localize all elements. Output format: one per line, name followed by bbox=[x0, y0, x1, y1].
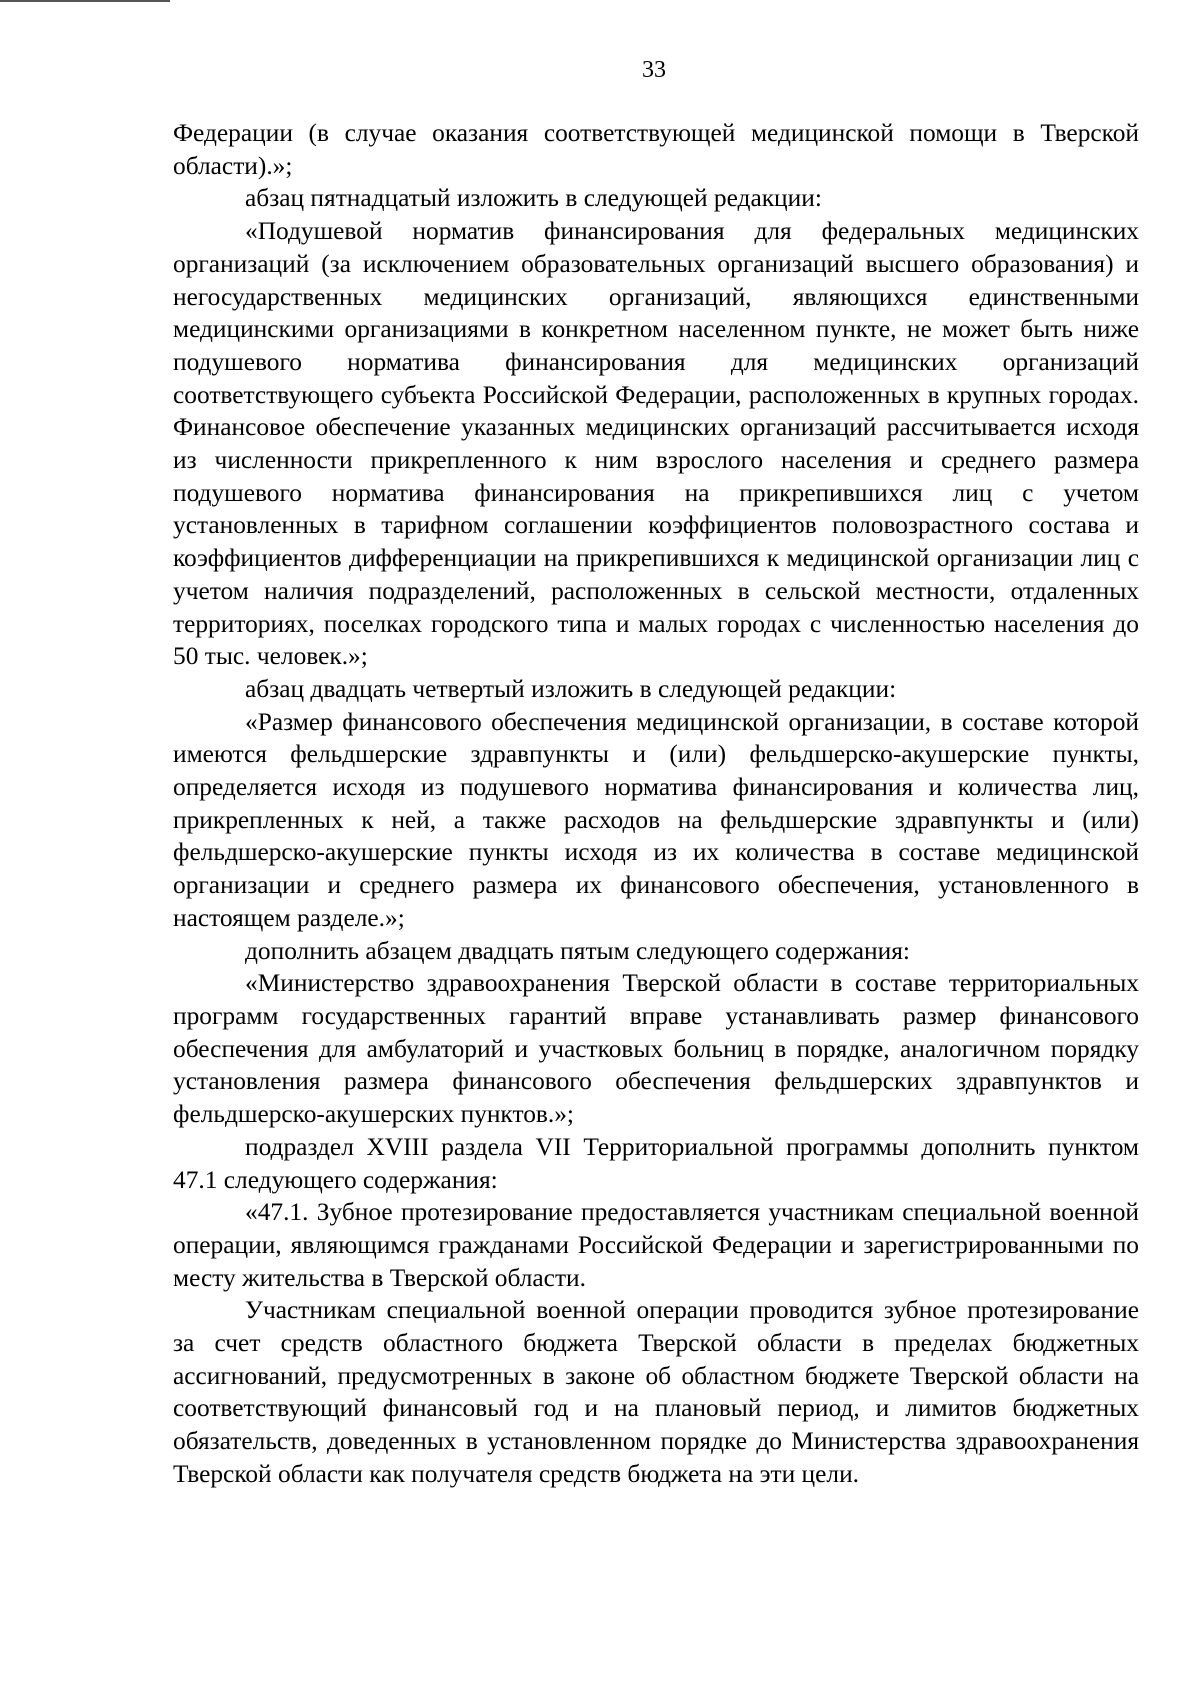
page-number: 33 bbox=[642, 57, 666, 83]
paragraph: «Подушевой норматив финансирования для федеральных медицинских организаций (за исключением образовательных организаций высшего образования) и негосударственных медицинских организаций, являющихся единственными медицинскими организациями в конкретном населенном пункте, не может быть ниже подушевого норматива финансирования для медицинских организаций соответствующего субъекта Российской Федерации, расположенных в крупных городах. Финансовое обеспечение указанных медицинских организаций рассчитывается исходя из численности прикрепленного к ним взрослого населения и среднего размера подушевого норматива финансирования на прикрепившихся лиц с учетом установленных в тарифном соглашении коэффициентов половозрастного состава и коэффициентов дифференциации на прикрепившихся к медицинской организации лиц с учетом наличия подразделений, расположенных в сельской местности, отдаленных территориях, поселках городского типа и малых городах с численностью населения до 50 тыс. человек.»; bbox=[173, 217, 1139, 671]
paragraph: подраздел XVIII раздела VII Территориальной программы дополнить пунктом 47.1 следующего содержания: bbox=[173, 1132, 1139, 1194]
paragraph: «47.1. Зубное протезирование предоставляется участникам специальной военной операции, являющимся гражданами Российской Федерации и зарегистрированными по месту жительства в Тверской области. bbox=[173, 1198, 1139, 1292]
document-body bbox=[173, 117, 1139, 1491]
paragraph: «Министерство здравоохранения Тверской области в составе территориальных программ государственных гарантий вправе устанавливать размер финансового обеспечения для амбулаторий и участковых больниц в порядке, аналогичном порядку установления размера финансового обеспечения фельдшерских здравпунктов и фельдшерско-акушерских пунктов.»; bbox=[173, 969, 1139, 1129]
paragraph: абзац двадцать четвертый изложить в следующей редакции: bbox=[245, 674, 897, 703]
paragraph: абзац пятнадцатый изложить в следующей редакции: bbox=[245, 184, 822, 213]
paragraph: Участникам специальной военной операции проводится зубное протезирование за счет средств областного бюджета Тверской области в пределах бюджетных ассигнований, предусмотренных в законе об областном бюджете Тверской области на соответствующий финансовый год и на плановый период, и лимитов бюджетных обязательств, доведенных в установленном порядке до Министерства здравоохранения Тверской области как получателя средств бюджета на эти цели. bbox=[173, 1296, 1139, 1488]
paragraph: дополнить абзацем двадцать пятым следующего содержания: bbox=[245, 936, 910, 965]
scan-edge-line bbox=[0, 0, 170, 2]
paragraph: «Размер финансового обеспечения медицинской организации, в составе которой имеются фельдшерские здравпункты и (или) фельдшерско-акушерские пункты, определяется исходя из подушевого норматива финансирования и количества лиц, прикрепленных к ней, а также расходов на фельдшерские здравпункты и (или) фельдшерско-акушерские пункты исходя из их количества в составе медицинской организации и среднего размера их финансового обеспечения, установленного в настоящем разделе.»; bbox=[173, 707, 1139, 932]
paragraph: Федерации (в случае оказания соответствующей медицинской помощи в Тверской области).»; bbox=[173, 119, 1139, 180]
